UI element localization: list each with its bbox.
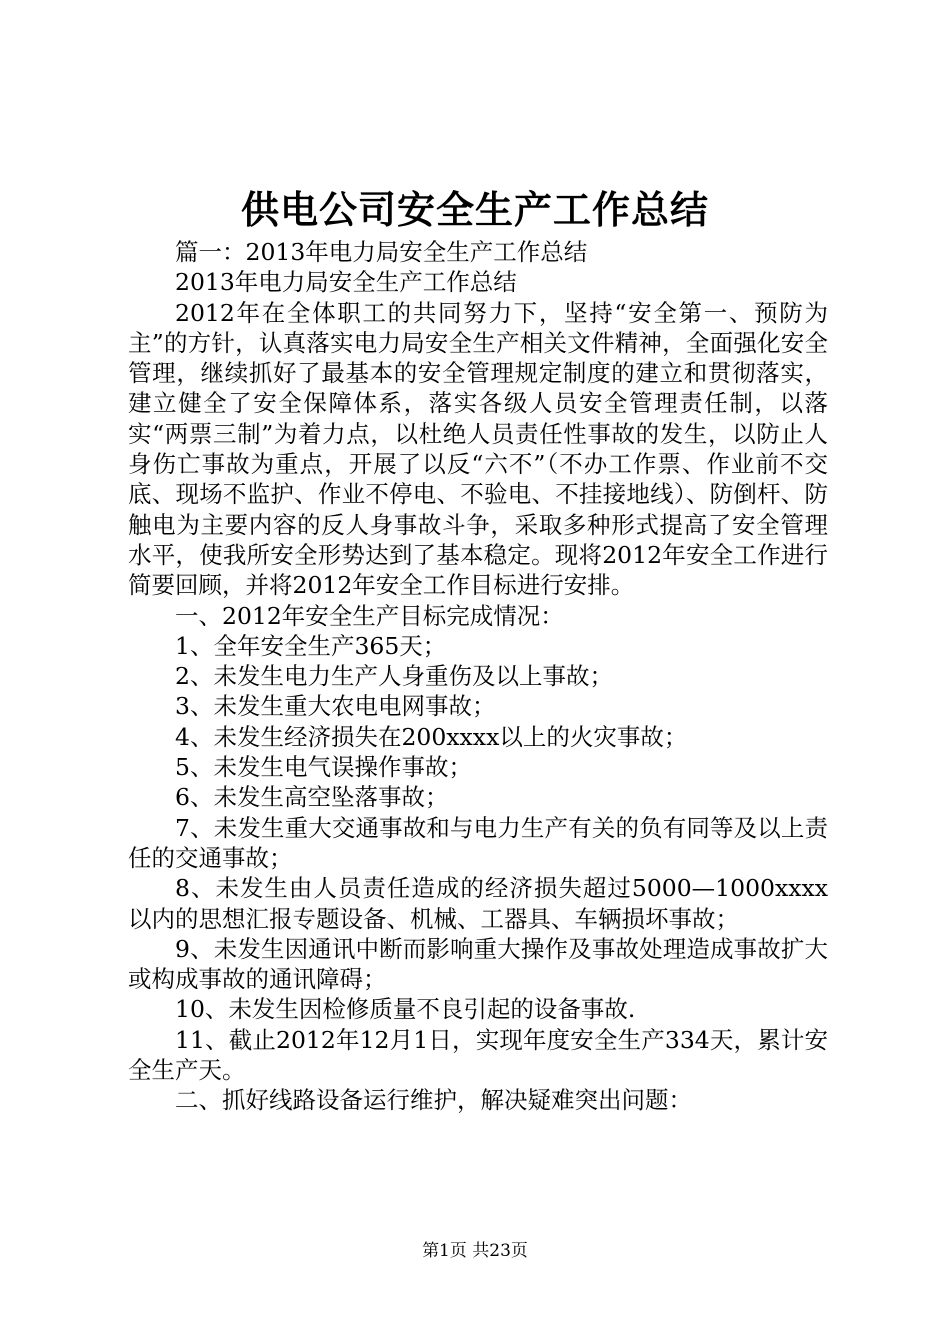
paragraph: 10、未发生因检修质量不良引起的设备事故. [175, 995, 636, 1024]
paragraph: 9、未发生因通讯中断而影响重大操作及事故处理造成事故扩大或构成事故的通讯障碍； [128, 934, 828, 994]
paragraph: 篇一：2013年电力局安全生产工作总结 [175, 238, 588, 266]
paragraph: 2013年电力局安全生产工作总结 [175, 268, 517, 297]
paragraph: 3、未发生重大农电电网事故； [175, 692, 496, 721]
paragraph: 1、全年安全生产365天； [175, 631, 447, 660]
paragraph: 7、未发生重大交通事故和与电力生产有关的负有同等及以上责任的交通事故； [128, 813, 828, 872]
paragraph: 11、截止2012年12月1日，实现年度安全生产334天，累计安全生产天。 [128, 1025, 828, 1085]
paragraph: 二、抓好线路设备运行维护，解决疑难突出问题： [175, 1086, 692, 1115]
paragraph: 5、未发生电气误操作事故； [175, 753, 472, 782]
paragraph: 2、未发生电力生产人身重伤及以上事故； [175, 662, 613, 691]
document-body [128, 237, 828, 1116]
paragraph: 2012年在全体职工的共同努力下，坚持“安全第一、预防为主”的方针，认真落实电力局安全生产相关文件精神，全面强化安全管理，继续抓好了最基本的安全管理规定制度的建立和贯彻落实，建立健全了安全保障体系，落实各级人员安全管理责任制，以落实“两票三制”为着力点，以杜绝人员责任性事故的发生，以防止人身伤亡事故为重点，开展了以反“六不”（不办工作票、作业前不交底、现场不监护、作业不停电、不验电、不挂接地线）、防倒杆、防触电为主要内容的反人身事故斗争，采取多种形式提高了安全管理水平，使我所安全形势达到了基本稳定。现将2012年安全工作进行简要回顾，并将2012年安全工作目标进行安排。 [128, 298, 828, 600]
paragraph: 8、未发生由人员责任造成的经济损失超过5000—1000xxxx以内的思想汇报专题设备、机械、工器具、车辆损坏事故； [128, 874, 828, 933]
paragraph: 6、未发生高空坠落事故； [175, 783, 449, 812]
page-number: 第1页 共23页 [422, 1241, 528, 1261]
paragraph: 一、2012年安全生产目标完成情况： [175, 601, 564, 630]
paragraph: 4、未发生经济损失在200xxxx以上的火灾事故； [175, 722, 688, 751]
document-title: 供电公司安全生产工作总结 [240, 187, 709, 232]
